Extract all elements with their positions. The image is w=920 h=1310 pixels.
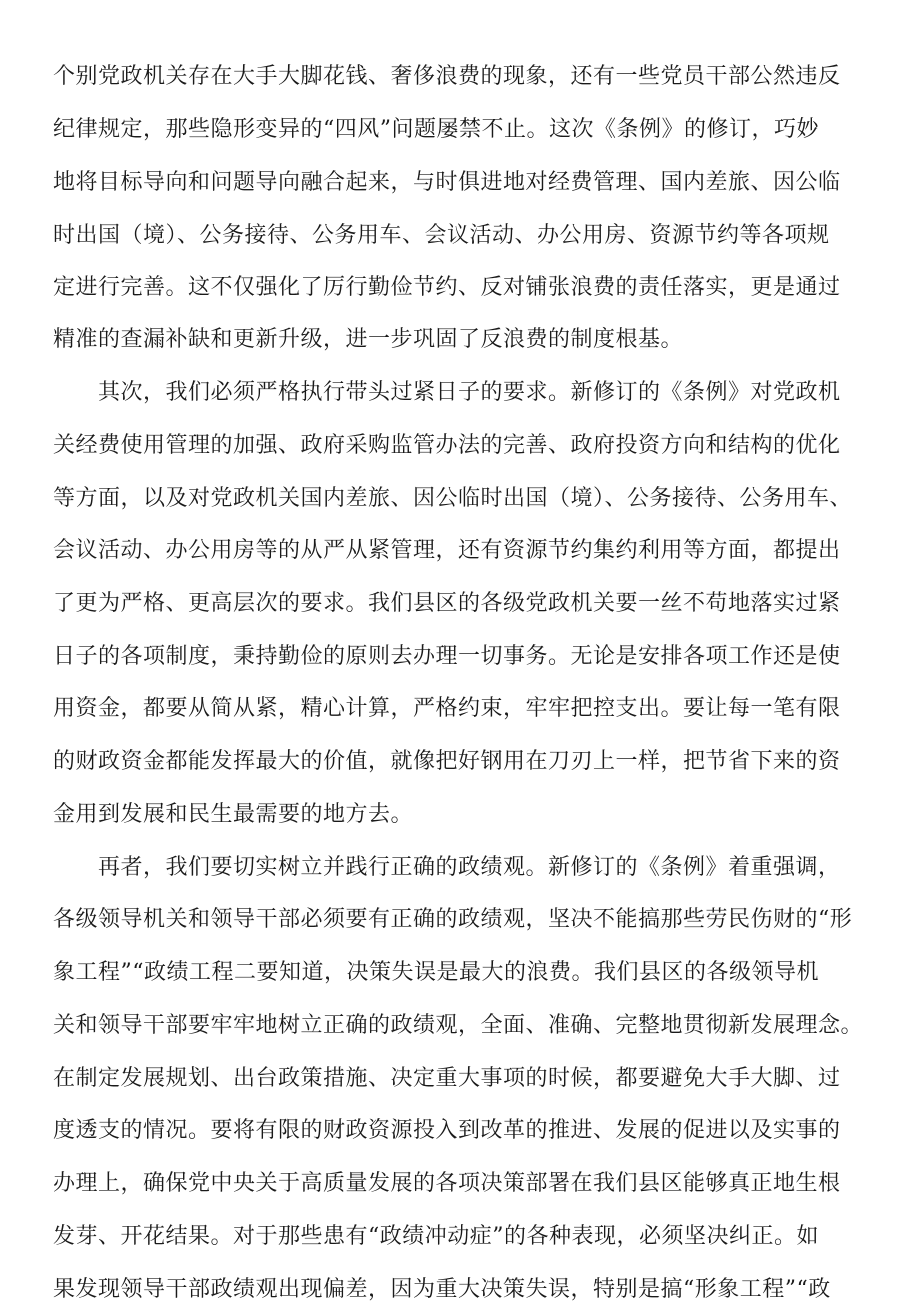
- text-line: 关经费使用管理的加强、政府采购监管办法的完善、政府投资方向和结构的优化: [53, 433, 841, 458]
- text-line: 度透支的情况。要将有限的财政资源投入到改革的推进、发展的促进以及实事的: [53, 1118, 841, 1143]
- text-line: 地将目标导向和问题导向融合起来，与时俱进地对经费管理、国内差旅、因公临: [53, 170, 841, 195]
- text-line: 精准的查漏补缺和更新升级，进一步巩固了反浪费的制度根基。: [53, 327, 684, 352]
- text-line: 等方面，以及对党政机关国内差旅、因公临时出国（境）、公务接待、公务用车、: [53, 486, 853, 511]
- text-line: 各级领导机关和领导干部必须要有正确的政绩观，坚决不能搞那些劳民伤财的“形: [53, 907, 853, 932]
- text-line: 用资金，都要从简从紧，精心计算，严格约束，牢牢把控支出。要让每一笔有限: [53, 696, 841, 721]
- text-line: 金用到发展和民生最需要的地方去。: [53, 802, 414, 827]
- text-line: 在制定发展规划、出台政策措施、决定重大事项的时候，都要避免大手大脚、过: [53, 1066, 841, 1091]
- text-line: 定进行完善。这不仅强化了厉行勤俭节约、反对铺张浪费的责任落实，更是通过: [53, 275, 841, 300]
- text-line: 个别党政机关存在大手大脚花钱、奢侈浪费的现象，还有一些党员干部公然违反: [53, 64, 841, 89]
- text-line: 关和领导干部要牢牢地树立正确的政绩观，全面、准确、完整地贯彻新发展理念。: [53, 1013, 864, 1038]
- text-line: 日子的各项制度，秉持勤俭的原则去办理一切事务。无论是安排各项工作还是使: [53, 644, 841, 669]
- text-line: 办理上，确保党中央关于高质量发展的各项决策部署在我们县区能够真正地生根: [53, 1171, 841, 1196]
- text-line: 纪律规定，那些隐形变异的“四风”问题屡禁不止。这次《条例》的修订，巧妙: [53, 117, 819, 142]
- text-line: 发芽、开花结果。对于那些患有“政绩冲动症”的各种表现，必须坚决纠正。如: [53, 1224, 819, 1249]
- text-line: 的财政资金都能发挥最大的价值，就像把好钢用在刀刃上一样，把节省下来的资: [53, 749, 841, 774]
- text-line: 再者，我们要切实树立并践行正确的政绩观。新修订的《条例》着重强调，: [98, 855, 841, 880]
- text-line: 时出国（境）、公务接待、公务用车、会议活动、办公用房、资源节约等各项规: [53, 223, 830, 248]
- text-line: 会议活动、办公用房等的从严从紧管理，还有资源节约集约利用等方面，都提出: [53, 538, 841, 563]
- text-line: 其次，我们必须严格执行带头过紧日子的要求。新修订的《条例》对党政机: [98, 380, 841, 405]
- text-line: 果发现领导干部政绩观出现偏差，因为重大决策失误，特别是搞“形象工程”“政: [53, 1277, 831, 1302]
- text-line: 象工程”“政绩工程二要知道，决策失误是最大的浪费。我们县区的各级领导机: [53, 960, 819, 985]
- text-line: 了更为严格、更高层次的要求。我们县区的各级党政机关要一丝不苟地落实过紧: [53, 591, 841, 616]
